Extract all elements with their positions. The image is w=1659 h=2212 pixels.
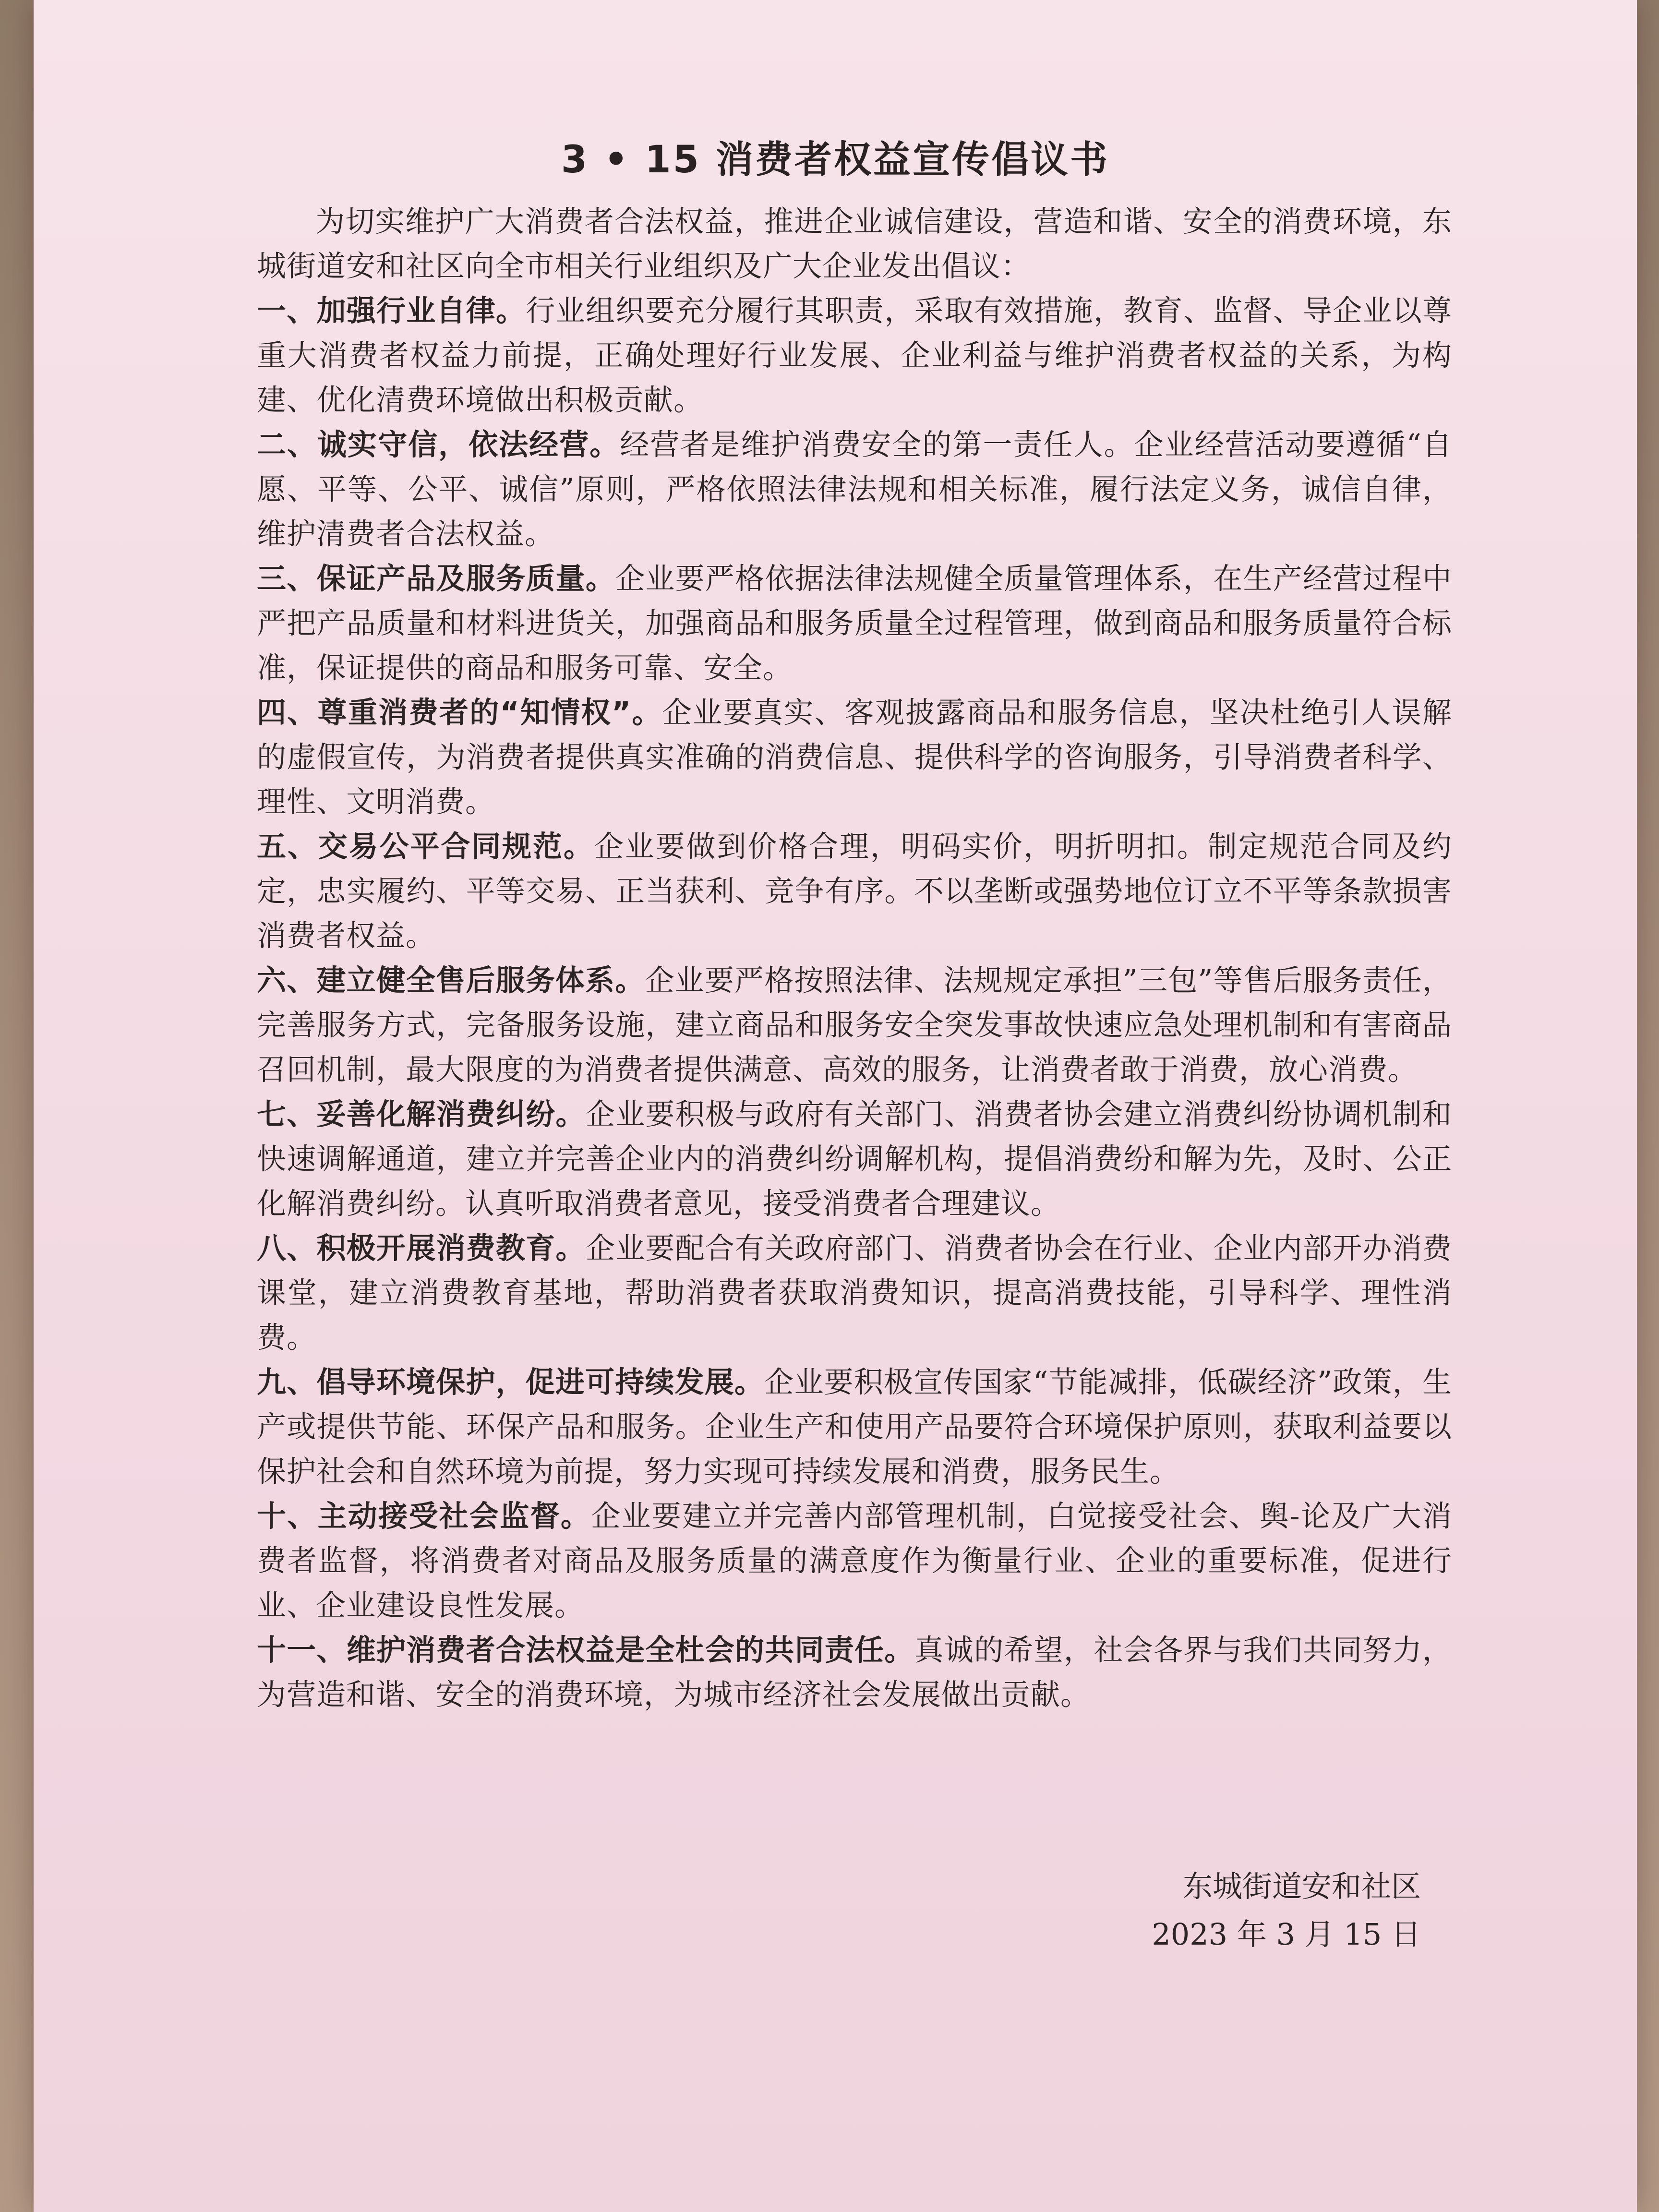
proposal-item-3 <box>257 556 1452 690</box>
document-page <box>34 0 1637 2212</box>
proposal-item-4 <box>257 690 1452 824</box>
proposal-item-9 <box>257 1360 1452 1494</box>
proposal-text: 企业要严格按照法律、法规规定承担”三包”等售后服务责任，完善服务方式，完备服务设施，建立商品和服务安全突发事故快速应急处理机制和有害商品召回机制，最大限度的为消费者提供满意、高效的服务，让消费者敢于消费，放心消费。 <box>257 963 1452 1087</box>
proposal-item-6 <box>257 958 1452 1092</box>
proposal-text: 经营者是维护消费安全的第一责任人。企业经营活动要遵循“自愿、平等、公平、诚信”原则，严格依照法律法规和相关标准，履行法定义务，诚信自律，维护清费者合法权益。 <box>257 428 1452 551</box>
proposal-text: 企业要配合有关政府部门、消费者协会在行业、企业内部开办消费课堂，建立消费教育基地，帮助消费者获取消费知识，提高消费技能，引导科学、理性消费。 <box>257 1231 1452 1355</box>
proposal-heading: 四、尊重消费者的“知情权”。 <box>257 696 662 730</box>
proposal-text: 企业要真实、客观披露商品和服务信息，坚决杜绝引人误解的虚假宣传，为消费者提供真实准确的消费信息、提供科学的咨询服务，引导消费者科学、理性、文明消费。 <box>257 696 1452 819</box>
proposal-heading: 十一、维护消费者合法权益是全杜会的共同责任。 <box>257 1633 914 1667</box>
proposal-text: 真诚的希望，社会各界与我们共同努力，为营造和谐、安全的消费环境，为城市经济社会发展做出贡献。 <box>257 1633 1452 1712</box>
proposal-item-8 <box>257 1226 1452 1360</box>
proposal-heading: 十、主动接受社会监督。 <box>257 1499 591 1533</box>
proposal-item-7 <box>257 1092 1452 1226</box>
proposal-text: 企业要严格依据法律法规健全质量管理体系，在生产经营过程中严把产品质量和材料进货关，加强商品和服务质量全过程管理，做到商品和服务质量符合标准，保证提供的商品和服务可靠、安全。 <box>257 562 1452 685</box>
proposal-text: 企业要建立并完善内部管理机制，白觉接受社会、舆-论及广大消费者监督，将消费者对商品及服务质量的满意度作为衡量行业、企业的重要标准，促进行业、企业建设良性发展。 <box>257 1499 1452 1623</box>
proposal-text: 企业要积极宣传国家“节能减排，低碳经济”政策，生产或提供节能、环保产品和服务。企业生产和使用产品要符合环境保护原则，获取利益要以保护社会和自然环境为前提，努力实现可持续发展和消费，服务民生。 <box>257 1365 1452 1489</box>
proposal-item-11 <box>257 1628 1452 1717</box>
signature-organization: 东城街道安和社区 <box>1182 1869 1421 1904</box>
proposal-text: 企业要做到价格合理，明码实价，明折明扣。制定规范合同及约定，忠实履约、平等交易、正当获利、竞争有序。不以垄断或强势地位订立不平等条款损害消费者权益。 <box>257 830 1452 953</box>
document-body <box>257 199 1452 1717</box>
proposal-item-5 <box>257 824 1452 958</box>
proposal-heading: 二、诚实守信，依法经营。 <box>257 428 620 462</box>
intro-paragraph: 为切实维护广大消费者合法权益，推进企业诚信建设，营造和谐、安全的消费环境，东城街道安和社区向全市相关行业组织及广大企业发出倡议： <box>257 204 1452 283</box>
proposal-text: 企业要积极与政府有关部门、消费者协会建立消费纠纷协调机制和快速调解通道，建立并完善企业内的消费纠纷调解机构，提倡消费纷和解为先，及时、公正化解消费纠纷。认真听取消费者意见，接受消费者合理建议。 <box>257 1097 1452 1221</box>
proposal-heading: 一、加强行业自律。 <box>257 294 526 328</box>
proposal-heading: 九、倡导环境保护，促进可持续发展。 <box>257 1365 765 1399</box>
proposal-item-10 <box>257 1494 1452 1628</box>
proposal-item-2 <box>257 422 1452 556</box>
signature-date: 2023 年 3 月 15 日 <box>1152 1917 1421 1952</box>
signature-block <box>1152 1863 1421 1959</box>
proposal-heading: 六、建立健全售后服务体系。 <box>257 963 645 998</box>
document-title: 3 • 15 消费者权益宣传倡议书 <box>561 138 1110 181</box>
proposal-heading: 三、保证产品及服务质量。 <box>257 562 616 596</box>
proposal-heading: 七、妥善化解消费纠纷。 <box>257 1097 586 1131</box>
proposal-heading: 五、交易公平合同规范。 <box>257 830 594 864</box>
proposal-heading: 八、积极开展消费教育。 <box>257 1231 586 1265</box>
proposal-item-1 <box>257 289 1452 422</box>
proposal-text: 行业组织要充分履行其职责，采取有效措施，教育、监督、导企业以尊重大消费者权益力前提，正确处理好行业发展、企业利益与维护消费者权益的关系，为构建、优化清费环境做出积极贡献。 <box>257 294 1452 417</box>
